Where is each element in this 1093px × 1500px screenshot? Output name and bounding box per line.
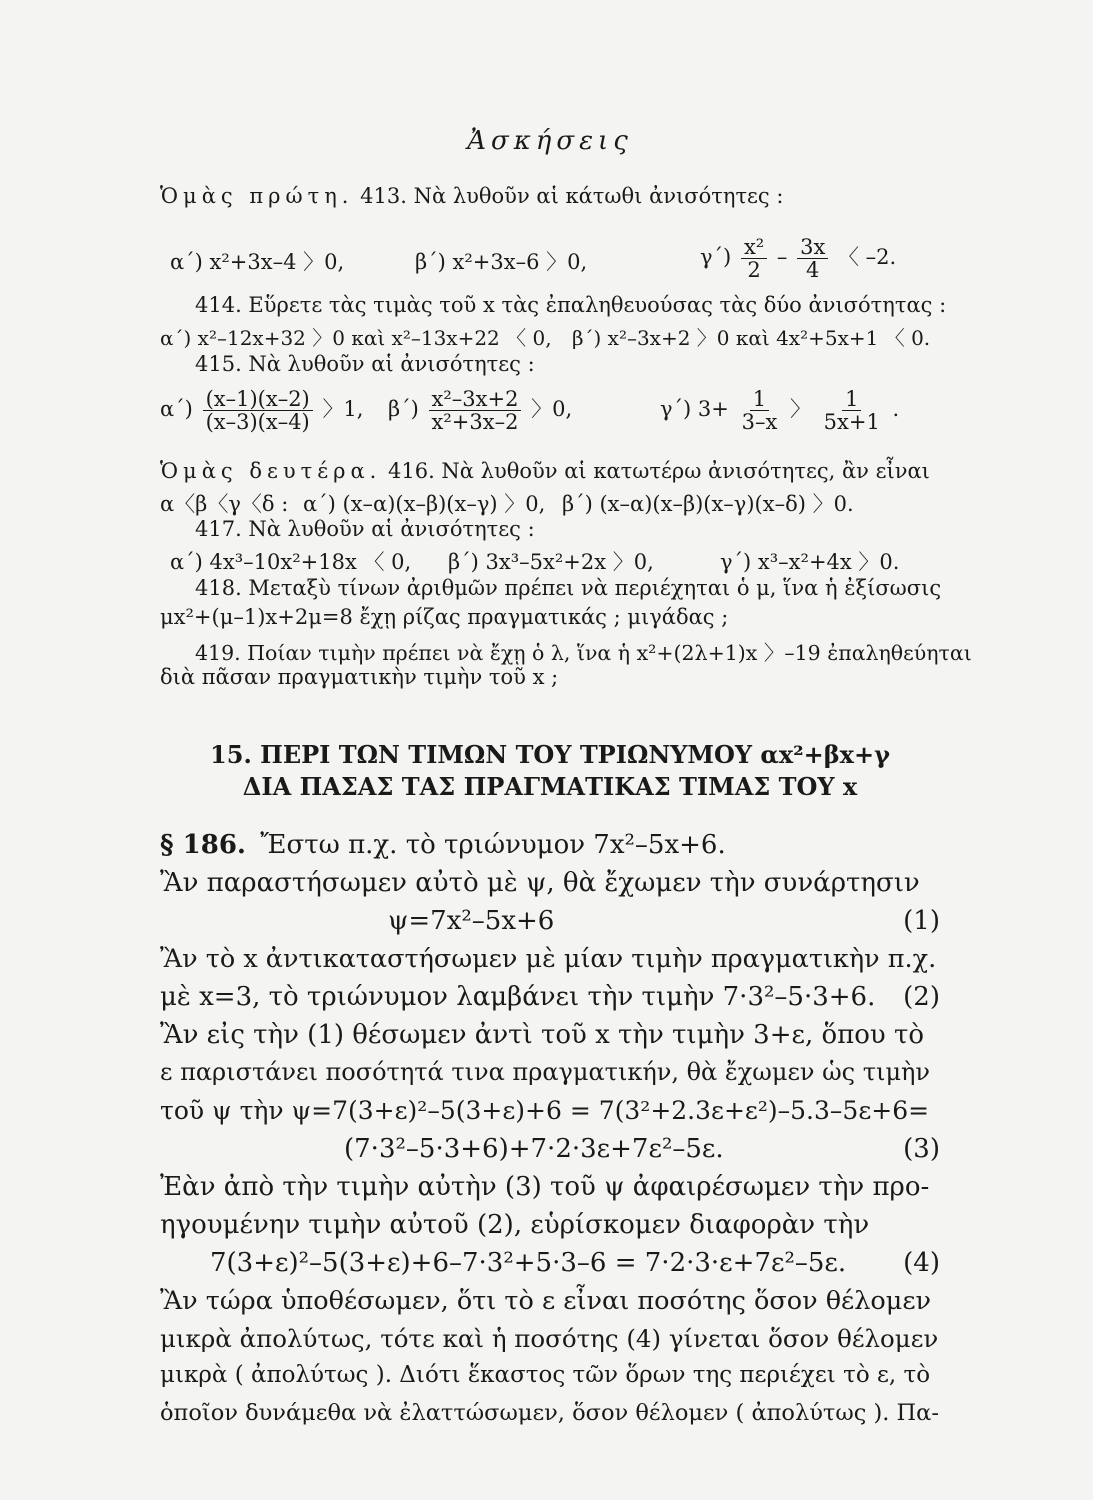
denominator: 4 (806, 258, 820, 283)
exercise-413-a: α΄) x²+3x–4 〉0, (170, 250, 345, 274)
inequality-tail: 〉1, (322, 397, 364, 422)
exercises-title: Ἀσκήσεις (467, 126, 633, 156)
exercise-413-c-label: γ΄) (700, 245, 732, 270)
paragraph-186-first-line (160, 830, 940, 860)
exercise-413-text: 413. Νὰ λυθοῦν αἱ κάτωθι ἀνισότητες : (360, 184, 784, 208)
equation-1-number: (1) (903, 906, 940, 936)
fraction (821, 388, 883, 433)
body-line-2: Ἂν παραστήσωμεν αὐτὸ μὲ ψ, θὰ ἔχωμεν τὴν συνάρτησιν (160, 868, 920, 898)
fraction (429, 388, 522, 433)
exercise-417-a: α΄) 4x³–10x²+18x 〈 0, (170, 550, 412, 574)
denominator: (x–3)(x–4) (205, 410, 310, 435)
equation-4-text: 7(3+ε)²–5(3+ε)+6–7·3²+5·3–6 = 7·2·3·ε+7ε²–5ε. (210, 1248, 847, 1278)
inequality-tail: 〉0, (531, 397, 573, 422)
body-line-8: Ἐὰν ἀπὸ τὴν τιμὴν αὐτὴν (3) τοῦ ψ ἀφαιρέσωμεν τὴν προ- (160, 1172, 930, 1202)
exercise-414: 414. Εὕρετε τὰς τιμὰς τοῦ x τὰς ἐπαληθευούσας τὰς δύο ἀνισότητας : (195, 293, 947, 317)
denominator: 2 (747, 258, 761, 283)
exercise-416-text: 416. Νὰ λυθοῦν αἱ κατωτέρω ἀνισότητες, ἂν εἶναι (388, 459, 930, 483)
denominator: 5x+1 (823, 410, 880, 435)
equation-2-number: (2) (903, 982, 940, 1012)
inequality-tail: 〈 –2. (837, 245, 897, 270)
exercise-414-b: β΄) x²–3x+2 〉0 καὶ 4x²+5x+1 〈 0. (571, 326, 931, 350)
numerator: 1 (842, 388, 861, 411)
item-label: β΄) (388, 397, 419, 422)
body-line-10: Ἂν τώρα ὑποθέσωμεν, ὅτι τὸ ε εἶναι ποσότης ὅσον θέλομεν (160, 1286, 932, 1316)
fraction (739, 388, 781, 433)
numerator: 3x (797, 236, 828, 259)
exercise-415-a (160, 388, 363, 433)
numerator: 1 (750, 388, 769, 411)
body-line-11: μικρὰ ἀπολύτως, τότε καὶ ἡ ποσότης (4) γίνεται ὅσον θέλομεν (160, 1324, 939, 1353)
exercise-415: 415. Νὰ λυθοῦν αἱ ἀνισότητες : (195, 352, 535, 376)
fraction (203, 388, 313, 433)
exercise-413-b: β΄) x²+3x–6 〉0, (415, 250, 588, 274)
exercise-416-items (160, 488, 940, 518)
numerator: x²–3x+2 (429, 388, 522, 411)
body-line-4 (160, 982, 940, 1012)
exercise-419-line1: 419. Ποίαν τιμὴν πρέπει νὰ ἔχῃ ὁ λ, ἵνα ἡ x²+(2λ+1)x 〉–19 ἐπαληθεύηται (195, 641, 972, 665)
body-line-9: ηγουμένην τιμὴν αὐτοῦ (2), εὑρίσκομεν διαφορὰν τὴν (160, 1210, 870, 1240)
section-heading-line1: 15. ΠΕΡΙ ΤΩΝ ΤΙΜΩΝ ΤΟΥ ΤΡΙΩΝΥΜΟΥ αx²+βx+γ (210, 740, 890, 769)
body-line-4-text: μὲ x=3, τὸ τριώνυμον λαμβάνει τὴν τιμὴν 7·3²–5·3+6. (160, 982, 876, 1012)
exercise-416 (160, 459, 940, 483)
exercise-413-c (700, 236, 896, 281)
exercise-418-line2: μx²+(μ–1)x+2μ=8 ἔχῃ ρίζας πραγματικάς ; μιγάδας ; (160, 605, 729, 629)
inequality-sign: 〉 (789, 397, 811, 422)
exercise-415-c (660, 388, 899, 433)
body-line-5: Ἂν εἰς τὴν (1) θέσωμεν ἀντὶ τοῦ x τὴν τιμὴν 3+ε, ὅπου τὸ (160, 1020, 925, 1050)
item-label: α΄) (160, 397, 193, 422)
body-line-7: τοῦ ψ τὴν ψ=7(3+ε)²–5(3+ε)+6 = 7(3²+2.3ε+ε²)–5.3–5ε+6= (160, 1096, 930, 1125)
numerator: x² (741, 236, 767, 259)
section-heading-line2: ΔΙΑ ΠΑΣΑΣ ΤΑΣ ΠΡΑΓΜΑΤΙΚΑΣ ΤΙΜΑΣ ΤΟΥ x (242, 772, 858, 801)
body-line-1: Ἔστω π.χ. τὸ τριώνυμον 7x²–5x+6. (260, 830, 726, 860)
equation-3-number: (3) (903, 1134, 940, 1164)
exercise-417-c: γ΄) x³–x²+4x 〉0. (720, 550, 900, 574)
denominator: 3–x (741, 410, 778, 435)
group-two-label: Ὁμὰς δευτέρα. (160, 459, 382, 483)
equation-4-number: (4) (903, 1248, 940, 1278)
exercise-415-b (388, 388, 572, 433)
item-label: γ΄) 3+ (660, 397, 729, 422)
exercise-414-items (160, 322, 940, 351)
body-line-13: ὁποῖον δυνάμεθα νὰ ἐλαττώσωμεν, ὅσον θέλομεν ( ἀπολύτως ). Πα- (160, 1400, 939, 1426)
paragraph-label: § 186. (160, 830, 246, 860)
body-line-3: Ἂν τὸ x ἀντικαταστήσωμεν μὲ μίαν τιμὴν πραγματικὴν π.χ. (160, 944, 937, 974)
exercise-416-condition: α〈β〈γ〈δ : (160, 492, 289, 516)
exercise-414-a: α΄) x²–12x+32 〉0 καὶ x²–13x+22 〈 0, (160, 326, 552, 350)
exercise-419-line2: διὰ πᾶσαν πραγματικὴν τιμὴν τοῦ x ; (160, 665, 559, 689)
exercise-418-line1: 418. Μεταξὺ τίνων ἀριθμῶν πρέπει νὰ περιέχηται ὁ μ, ἵνα ἡ ἐξίσωσις (195, 576, 942, 600)
equation-3-text: (7·3²–5·3+6)+7·2·3ε+7ε²–5ε. (344, 1134, 724, 1164)
period: . (892, 397, 900, 422)
exercise-413 (160, 184, 940, 208)
body-line-6: ε παριστάνει ποσότητά τινα πραγματικήν, θὰ ἔχωμεν ὡς τιμὴν (160, 1058, 931, 1086)
group-one-label: Ὁμὰς πρώτη. (160, 184, 354, 208)
numerator: (x–1)(x–2) (203, 388, 313, 411)
minus-sign: – (776, 245, 788, 270)
fraction (741, 236, 767, 281)
body-line-12: μικρὰ ( ἀπολύτως ). Διότι ἕκαστος τῶν ὅρων της περιέχει τὸ ε, τὸ (160, 1362, 931, 1388)
denominator: x²+3x–2 (431, 410, 519, 435)
equation-1-text: ψ=7x²–5x+6 (388, 906, 555, 936)
exercise-416-b: β΄) (x–α)(x–β)(x–γ)(x–δ) 〉0. (561, 492, 854, 516)
fraction (797, 236, 828, 281)
exercise-417: 417. Νὰ λυθοῦν αἱ ἀνισότητες : (195, 517, 535, 541)
exercise-416-a: α΄) (x–α)(x–β)(x–γ) 〉0, (302, 492, 546, 516)
exercise-417-b: β΄) 3x³–5x²+2x 〉0, (448, 550, 654, 574)
